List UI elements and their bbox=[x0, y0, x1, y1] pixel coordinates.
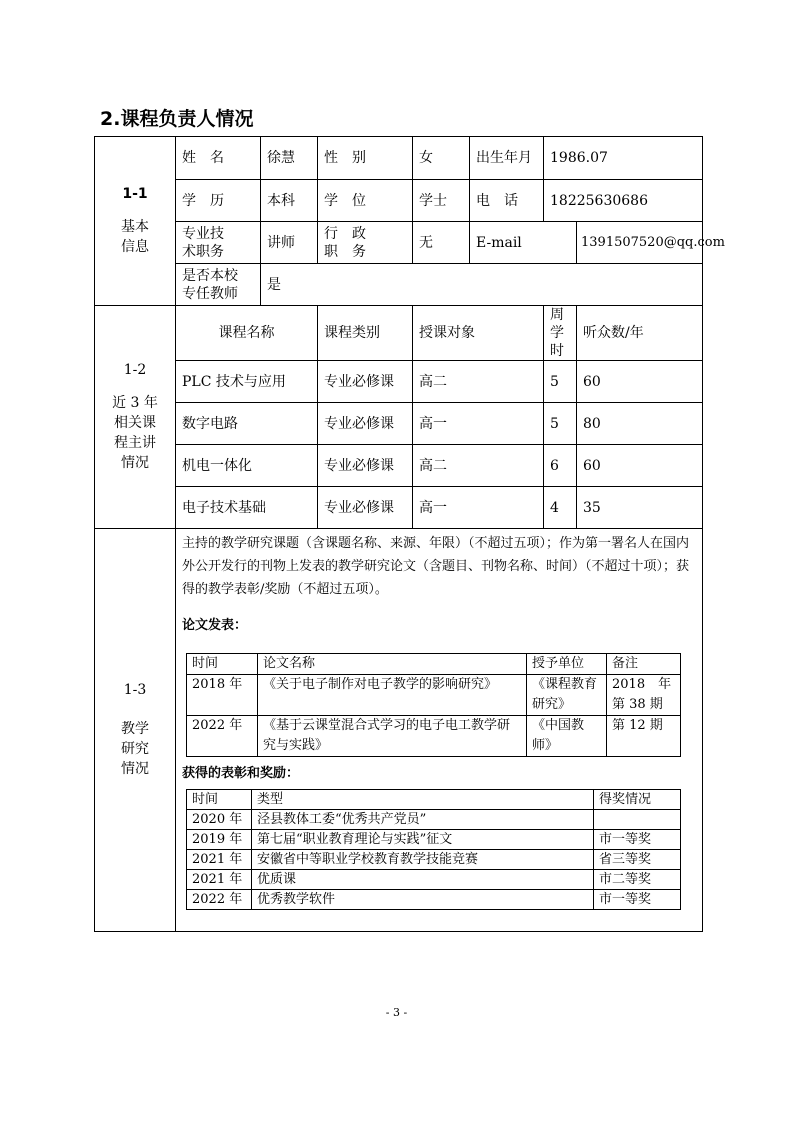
edu-value: 本科 bbox=[261, 180, 318, 222]
paper-header-title: 论文名称 bbox=[258, 654, 527, 675]
admin-value: 无 bbox=[413, 222, 470, 264]
admin-label bbox=[318, 222, 413, 264]
course-hours: 4 bbox=[544, 487, 577, 529]
awards-header-row bbox=[187, 790, 681, 810]
basic-section-num: 1-1 bbox=[122, 186, 148, 202]
award-result: 省三等奖 bbox=[594, 850, 681, 870]
award-row bbox=[187, 850, 681, 870]
course-row bbox=[95, 445, 703, 487]
basic-row-2 bbox=[95, 180, 703, 222]
name-value: 徐慧 bbox=[261, 137, 318, 180]
course-listeners: 60 bbox=[577, 445, 703, 487]
basic-row-4 bbox=[95, 264, 703, 306]
award-type: 安徽省中等职业学校教育教学技能竞赛 bbox=[252, 850, 594, 870]
paper-row bbox=[187, 675, 681, 716]
award-type: 第七届“职业教育理论与实践”征文 bbox=[252, 830, 594, 850]
paper-publisher: 《中国教师》 bbox=[527, 716, 607, 757]
name-label: 姓 名 bbox=[176, 137, 261, 180]
research-section-label-2: 研究 bbox=[121, 741, 149, 757]
paper-title: 《基于云课堂混合式学习的电子电工教学研究与实践》 bbox=[258, 716, 527, 757]
paper-header-publisher: 授予单位 bbox=[527, 654, 607, 675]
paper-title: 《关于电子制作对电子教学的影响研究》 bbox=[258, 675, 527, 716]
basic-section-label-1: 基本 bbox=[121, 219, 149, 235]
email-label: E-mail bbox=[470, 222, 577, 264]
award-time: 2020 年 bbox=[187, 810, 252, 830]
research-section-label-1: 教学 bbox=[121, 721, 149, 737]
email-value: 1391507520@qq.com bbox=[577, 222, 703, 264]
research-section-num: 1-3 bbox=[123, 682, 147, 698]
phone-value: 18225630686 bbox=[544, 180, 703, 222]
award-row bbox=[187, 810, 681, 830]
course-header-audience: 授课对象 bbox=[413, 306, 544, 361]
course-audience: 高一 bbox=[413, 487, 544, 529]
paper-time: 2022 年 bbox=[187, 716, 258, 757]
research-description: 主持的教学研究课题（含课题名称、来源、年限）（不超过五项）；作为第一署名人在国内外公开发行的刊物上发表的教学研究论文（含题目、刊物名称、时间）（不超过十项）；获得的教学表彰/奖励（不超过五项）。 bbox=[182, 536, 690, 597]
award-row bbox=[187, 830, 681, 850]
papers-header-row bbox=[187, 654, 681, 675]
award-result: 市一等奖 bbox=[594, 830, 681, 850]
awards-heading: 获得的表彰和奖励： bbox=[182, 766, 300, 781]
phone-label: 电 话 bbox=[470, 180, 544, 222]
papers-table bbox=[186, 653, 681, 757]
paper-note: 2018 年第 38 期 bbox=[607, 675, 681, 716]
award-type: 优秀教学软件 bbox=[252, 890, 594, 910]
title-value: 讲师 bbox=[261, 222, 318, 264]
paper-row bbox=[187, 716, 681, 757]
fulltime-label-line-1: 是否本校 bbox=[182, 267, 238, 284]
birth-label: 出生年月 bbox=[470, 137, 544, 180]
award-time: 2021 年 bbox=[187, 870, 252, 890]
award-row bbox=[187, 870, 681, 890]
gender-label: 性 别 bbox=[318, 137, 413, 180]
awards-table bbox=[186, 789, 681, 910]
basic-section-cell bbox=[95, 137, 176, 306]
fulltime-label-line-2: 专任教师 bbox=[182, 285, 238, 302]
course-type: 专业必修课 bbox=[318, 487, 413, 529]
award-header-time: 时间 bbox=[187, 790, 252, 810]
award-time: 2019 年 bbox=[187, 830, 252, 850]
courses-section-label-4: 情况 bbox=[121, 455, 149, 471]
fulltime-value: 是 bbox=[261, 264, 703, 306]
courses-header-row bbox=[95, 306, 703, 361]
course-header-listeners: 听众数/年 bbox=[577, 306, 703, 361]
teacher-info-table bbox=[94, 136, 725, 932]
research-section-cell bbox=[95, 529, 176, 932]
award-type: 优质课 bbox=[252, 870, 594, 890]
research-section-label-3: 情况 bbox=[121, 761, 149, 777]
course-audience: 高二 bbox=[413, 445, 544, 487]
papers-heading: 论文发表： bbox=[182, 618, 248, 633]
title-label-line-2: 术职务 bbox=[182, 243, 224, 260]
paper-publisher: 《课程教育研究》 bbox=[527, 675, 607, 716]
award-header-result: 得奖情况 bbox=[594, 790, 681, 810]
paper-header-time: 时间 bbox=[187, 654, 258, 675]
award-row bbox=[187, 890, 681, 910]
course-header-hours: 周学时 bbox=[544, 306, 577, 361]
course-audience: 高二 bbox=[413, 361, 544, 403]
courses-section-cell bbox=[95, 306, 176, 529]
award-result bbox=[594, 810, 681, 830]
gender-value: 女 bbox=[413, 137, 470, 180]
admin-label-line-2: 职 务 bbox=[324, 243, 366, 260]
course-row bbox=[95, 403, 703, 445]
course-name: 电子技术基础 bbox=[176, 487, 318, 529]
course-type: 专业必修课 bbox=[318, 361, 413, 403]
basic-section-label-2: 信息 bbox=[121, 239, 149, 255]
course-header-type: 课程类别 bbox=[318, 306, 413, 361]
page-heading: 2.课程负责人情况 bbox=[100, 108, 254, 130]
degree-value: 学士 bbox=[413, 180, 470, 222]
course-row bbox=[95, 361, 703, 403]
course-listeners: 80 bbox=[577, 403, 703, 445]
edu-label: 学 历 bbox=[176, 180, 261, 222]
courses-section-label-2: 相关课 bbox=[114, 415, 156, 431]
research-row bbox=[95, 529, 703, 932]
paper-time: 2018 年 bbox=[187, 675, 258, 716]
course-name: PLC 技术与应用 bbox=[176, 361, 318, 403]
course-hours: 5 bbox=[544, 361, 577, 403]
course-name: 机电一体化 bbox=[176, 445, 318, 487]
title-label-line-1: 专业技 bbox=[182, 225, 224, 242]
paper-note: 第 12 期 bbox=[607, 716, 681, 757]
courses-section-label-3: 程主讲 bbox=[114, 435, 156, 451]
research-content-cell bbox=[176, 529, 703, 932]
course-hours: 6 bbox=[544, 445, 577, 487]
paper-header-note: 备注 bbox=[607, 654, 681, 675]
award-result: 市一等奖 bbox=[594, 890, 681, 910]
course-name: 数字电路 bbox=[176, 403, 318, 445]
course-hours: 5 bbox=[544, 403, 577, 445]
course-row bbox=[95, 487, 703, 529]
page-number: - 3 - bbox=[385, 1006, 408, 1019]
basic-row-1 bbox=[95, 137, 703, 180]
course-type: 专业必修课 bbox=[318, 403, 413, 445]
basic-row-3 bbox=[95, 222, 703, 264]
award-time: 2021 年 bbox=[187, 850, 252, 870]
course-header-name: 课程名称 bbox=[176, 306, 318, 361]
award-type: 泾县教体工委“优秀共产党员” bbox=[252, 810, 594, 830]
birth-value: 1986.07 bbox=[544, 137, 703, 180]
courses-section-num: 1-2 bbox=[123, 362, 147, 378]
degree-label: 学 位 bbox=[318, 180, 413, 222]
fulltime-label bbox=[176, 264, 261, 306]
courses-section-label-1: 近 3 年 bbox=[112, 395, 158, 411]
award-time: 2022 年 bbox=[187, 890, 252, 910]
title-label bbox=[176, 222, 261, 264]
course-listeners: 35 bbox=[577, 487, 703, 529]
admin-label-line-1: 行 政 bbox=[324, 225, 366, 242]
course-audience: 高一 bbox=[413, 403, 544, 445]
award-header-type: 类型 bbox=[252, 790, 594, 810]
award-result: 市二等奖 bbox=[594, 870, 681, 890]
course-listeners: 60 bbox=[577, 361, 703, 403]
course-type: 专业必修课 bbox=[318, 445, 413, 487]
